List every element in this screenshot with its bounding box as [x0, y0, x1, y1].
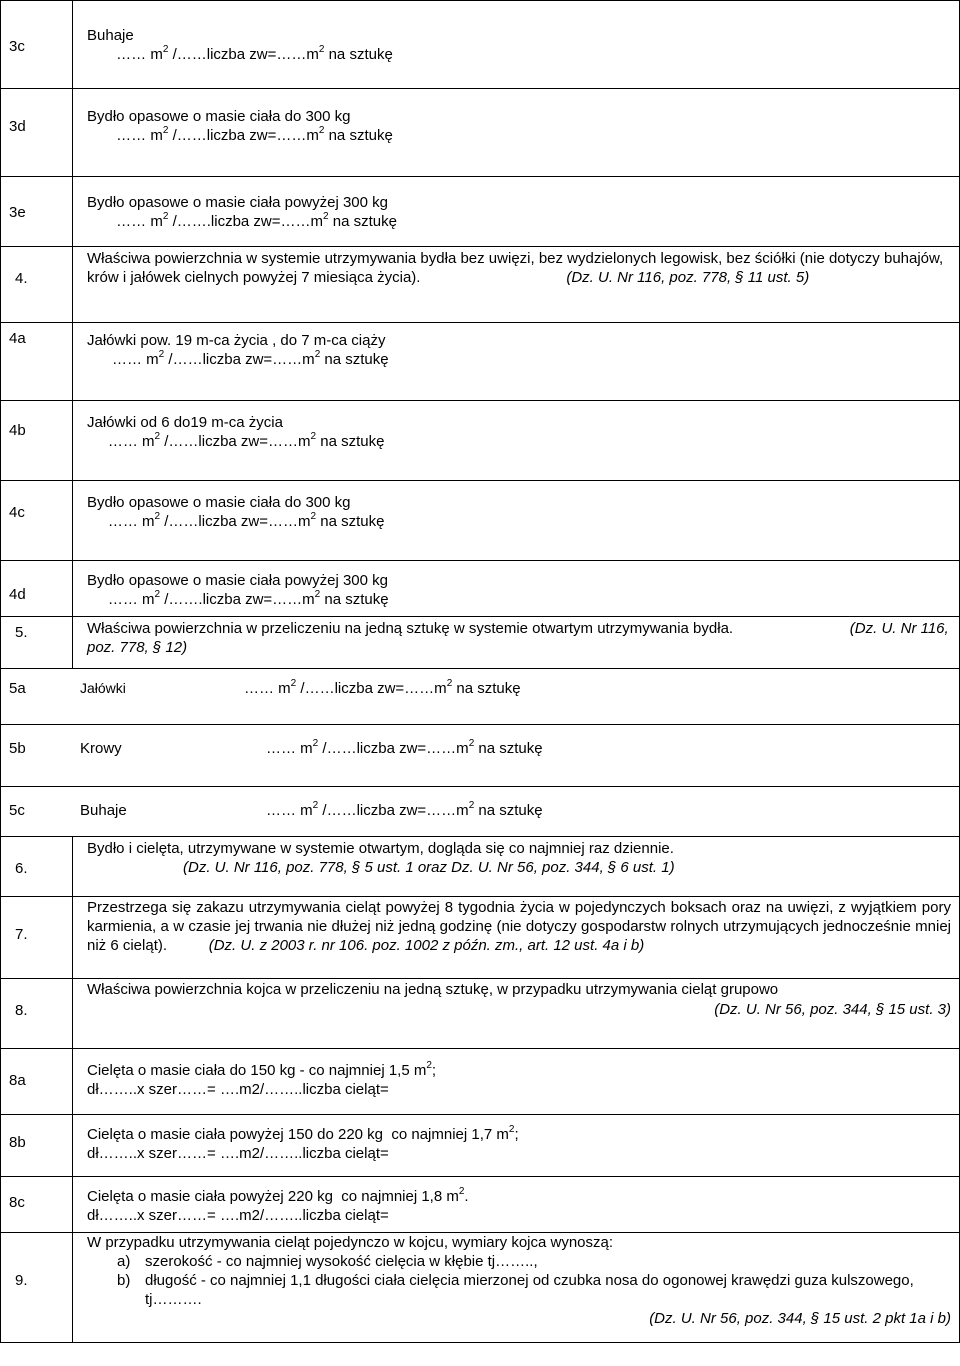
table-row [1, 897, 960, 979]
requirement-text: Bydło i cielęta, utrzymywane w systemie otwartym, dogląda się co najmniej raz dziennie. [87, 840, 674, 857]
fill-line: …… $m^2$ /……liczba $zw=\dots\dots m^2$ na sztukę [87, 431, 385, 450]
list-item: a) szerokość - co najmniej wysokość cielęcia w kłębie tj…….., [117, 1253, 538, 1270]
table-row [1, 979, 960, 1049]
row-number: 4c [1, 481, 73, 561]
row-number: 4a [1, 323, 73, 401]
list-item: b) długość - co najmniej 1,1 długości ciała cielęcia mierzonej od czubka nosa do ogonowej krawędzi guza kulszowego, tj………. [117, 1272, 914, 1308]
table-row [1, 247, 960, 323]
fill-line: …… $m^2$ /……liczba $zw=\dots\dots m^2$ na sztukę [87, 511, 385, 530]
table-row [1, 1, 960, 89]
legal-reference: (Dz. U. Nr 116, poz. 778, § 5 ust. 1 oraz Dz. U. Nr 56, poz. 344, § 6 ust. 1) [183, 859, 675, 876]
row-number: 5b [9, 740, 26, 757]
legal-reference: (Dz. U. Nr 56, poz. 344, § 15 ust. 2 pkt 1a i b) [649, 1310, 951, 1327]
table-row [1, 725, 960, 787]
requirement-text: Właściwa powierzchnia w systemie utrzymywania bydła bez uwięzi, bez wydzielonych legowisk, bez ściółki (nie dotyczy buhajów, krów i jałówek cielnych powyżej 7 miesiąca życia). (Dz. U. Nr 116, poz. 778, § 11 ust. 5) [87, 250, 944, 286]
legal-reference: (Dz. U. Nr 116, poz. 778, § 12) [87, 620, 949, 656]
row-number: 8. [1, 979, 73, 1049]
row-label: Jałówki [80, 680, 126, 696]
row-number: 6. [1, 837, 73, 897]
fill-line: …… $m^2$ /……liczba $zw=\dots\dots m^2$ na sztukę [244, 678, 521, 697]
row-number: 5. [1, 617, 73, 669]
fill-line: …… $m^2$ /……liczba $zw=\dots\dots m^2$ na sztukę [87, 125, 393, 144]
requirement-text: Przestrzega się zakazu utrzymywania cieląt powyżej 8 tygodnia życia w pojedynczych boksach oraz na uwięzi, z wyjątkiem pory karmienia, a w czasie jej trwania nie dłużej niż jedną godzinę (nie dotyczy gospodarstw rolnych utrzymujących jednocześnie mniej niż 6 cieląt). (Dz. U. z 2003 r. nr 106. poz. 1002 z późn. zm., art. 12 ust. 4a i b) [87, 899, 951, 954]
requirement-text: Właściwa powierzchnia w przeliczeniu na jedną sztukę w systemie otwartym utrzymywania bydła. (Dz. U. Nr 116, poz. 778, § 12) [87, 620, 949, 656]
row-title: Bydło opasowe o masie ciała do 300 kg [87, 108, 351, 125]
fill-line: …… $m^2$ /……liczba $zw=\dots\dots m^2$ na sztukę [266, 738, 543, 757]
row-title: Bydło opasowe o masie ciała powyżej 300 kg [87, 572, 389, 589]
table-row [1, 1233, 960, 1343]
fill-line: dł……..x szer……= ….m2/……..liczba cieląt= [87, 1081, 389, 1098]
legal-reference: (Dz. U. Nr 116, poz. 778, § 11 ust. 5) [566, 269, 810, 286]
table-row [1, 481, 960, 561]
row-title: Buhaje [87, 27, 134, 44]
row-number: 4. [1, 247, 73, 323]
fill-line: dł……..x szer……= ….m2/……..liczba cieląt= [87, 1207, 389, 1224]
table-row [1, 89, 960, 177]
legal-reference: (Dz. U. z 2003 r. nr 106. poz. 1002 z późn. zm., art. 12 ust. 4a i b) [208, 937, 645, 954]
table-row [1, 617, 960, 669]
requirement-text: W przypadku utrzymywania cieląt pojedynczo w kojcu, wymiary kojca wynoszą: [87, 1234, 614, 1251]
table-row [1, 669, 960, 725]
fill-line: …… $m^2$ /……liczba $zw=\dots\dots m^2$ na sztukę [266, 800, 543, 819]
row-number: 4b [1, 401, 73, 481]
table-row [1, 837, 960, 897]
row-title: Jałówki od 6 do19 m-ca życia [87, 414, 283, 431]
row-title: Bydło opasowe o masie ciała do 300 kg [87, 494, 351, 511]
table-row [1, 401, 960, 481]
row-number: 8c [1, 1177, 73, 1233]
row-number: 8b [1, 1115, 73, 1177]
row-number: 9. [1, 1233, 73, 1343]
row-label: Buhaje [80, 802, 127, 819]
table-row [1, 787, 960, 837]
row-title: Jałówki pow. 19 m-ca życia , do 7 m-ca ciąży [87, 332, 386, 349]
fill-line: …… $m^2$ /…….liczba $zw=\dots\dots m^2$ na sztukę [87, 211, 397, 230]
fill-line: …… $m^2$ /……liczba $zw=\dots\dots m^2$ na sztukę [87, 349, 389, 368]
row-number: 7. [1, 897, 73, 979]
row-number: 4d [1, 561, 73, 617]
dimension-list [87, 1252, 951, 1309]
row-number: 5c [9, 802, 25, 819]
row-label: Krowy [80, 740, 122, 757]
row-number: 8a [1, 1049, 73, 1115]
table-row [1, 1115, 960, 1177]
table-row [1, 323, 960, 401]
row-title: Bydło opasowe o masie ciała powyżej 300 kg [87, 194, 389, 211]
table-row [1, 177, 960, 247]
table-row [1, 1049, 960, 1115]
row-title: Cielęta o masie ciała powyżej 150 do 220 kg co najmniej 1,7 $m^2$; [87, 1124, 519, 1143]
table-row [1, 1177, 960, 1233]
row-title: Cielęta o masie ciała do 150 kg - co najmniej 1,5 $m^2$; [87, 1060, 437, 1079]
row-number: 5a [9, 680, 26, 697]
row-title: Cielęta o masie ciała powyżej 220 kg co najmniej 1,8 $m^2$. [87, 1186, 469, 1205]
row-number: 3c [1, 1, 73, 89]
row-number: 3e [1, 177, 73, 247]
legal-reference: (Dz. U. Nr 56, poz. 344, § 15 ust. 3) [714, 1001, 951, 1018]
requirement-text: Właściwa powierzchnia kojca w przeliczeniu na jedną sztukę, w przypadku utrzymywania cieląt grupowo [87, 981, 779, 998]
fill-line: …… $m^2$ /…….liczba $zw=\dots\dots m^2$ na sztukę [87, 589, 389, 608]
fill-line: dł……..x szer……= ….m2/……..liczba cieląt= [87, 1145, 389, 1162]
fill-line: …… $m^2$ /……liczba $zw=\dots\dots m^2$ na sztukę [87, 44, 393, 63]
table-row [1, 561, 960, 617]
row-number: 3d [1, 89, 73, 177]
